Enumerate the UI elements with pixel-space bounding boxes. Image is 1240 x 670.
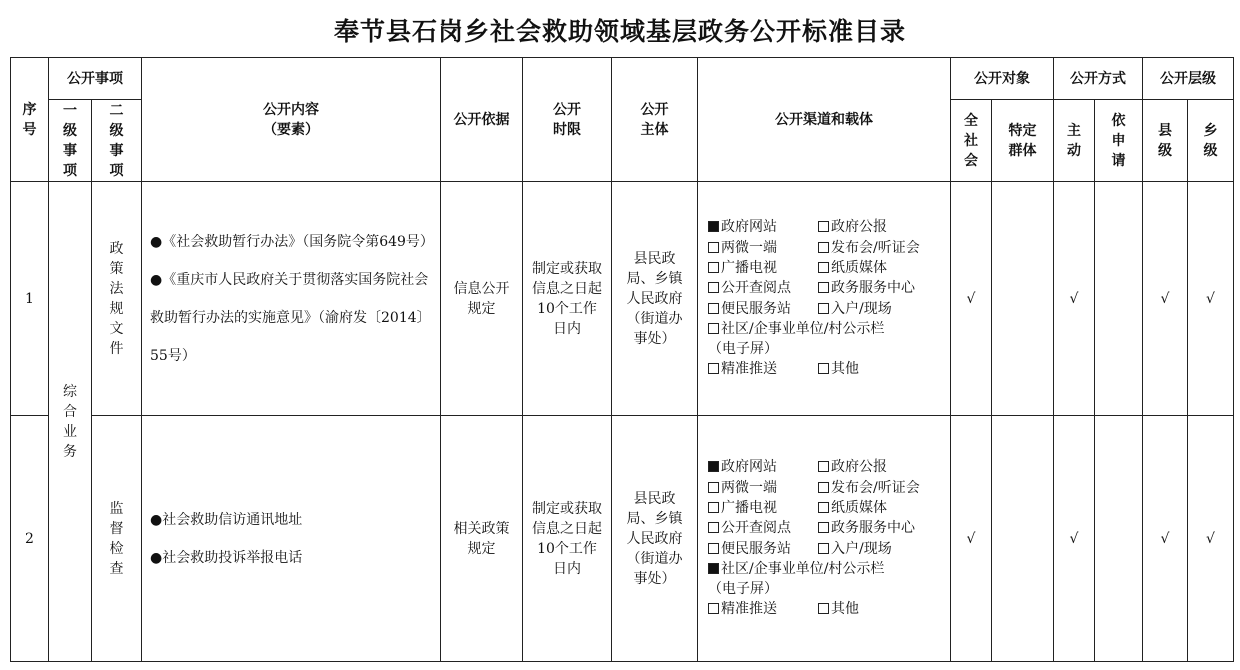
checkbox-icon <box>708 262 719 273</box>
checkbox-icon <box>708 363 719 374</box>
checkbox-icon <box>708 502 719 513</box>
checkbox-icon <box>708 303 719 314</box>
header-content: 公开内容 （要素） <box>142 58 441 182</box>
content-item: ●《社会救助暂行办法》（国务院令第649号） <box>150 233 434 250</box>
row-seq: 2 <box>11 416 49 662</box>
row-level-town: √ <box>1188 416 1234 662</box>
checkbox-icon <box>708 522 719 533</box>
checkbox-icon <box>708 242 719 253</box>
header-row-1 <box>11 58 1234 100</box>
row-target-all: √ <box>951 182 992 416</box>
row-method-active: √ <box>1054 416 1095 662</box>
checkbox-icon <box>708 282 719 293</box>
page-title: 奉节县石岗乡社会救助领域基层政务公开标准目录 <box>333 17 906 46</box>
row-method-apply <box>1095 416 1143 662</box>
row-target-specific <box>992 416 1054 662</box>
header-channels: 公开渠道和载体 <box>698 58 951 182</box>
checkbox-icon <box>818 363 829 374</box>
header-target-all: 全社会 <box>951 100 992 182</box>
row-level-county: √ <box>1143 182 1188 416</box>
row-method-active: √ <box>1054 182 1095 416</box>
row-time-limit: 制定或获取信息之日起10个工作日内 <box>523 416 612 662</box>
checkbox-icon <box>818 543 829 554</box>
checkbox-icon <box>818 502 829 513</box>
header-level: 公开层级 <box>1143 58 1234 100</box>
row-target-specific <box>992 182 1054 416</box>
row-subject: 县民政局、乡镇人民政府（街道办事处） <box>612 416 698 662</box>
checkbox-checked-icon <box>708 221 719 232</box>
checkbox-icon <box>708 543 719 554</box>
checkbox-icon <box>818 303 829 314</box>
row-channels: 政府网站 政府公报 两微一端 发布会/听证会 广播电视 纸质媒体 公开查阅点 政务服务中心 便民服务站 入户/现场 社区/企事业单位/村公示栏 （电子屏） 精准推送 其他 <box>698 182 951 416</box>
header-method-apply: 依申请 <box>1095 100 1143 182</box>
checkbox-icon <box>818 221 829 232</box>
row-subject: 县民政局、乡镇人民政府（街道办事处） <box>612 182 698 416</box>
header-level1: 一级事项 <box>49 100 92 182</box>
row-level-county: √ <box>1143 416 1188 662</box>
header-target-specific: 特定群体 <box>992 100 1054 182</box>
row-content <box>142 416 441 662</box>
header-level-town: 乡级 <box>1188 100 1234 182</box>
content-item: ●《重庆市人民政府关于贯彻落实国务院社会救助暂行办法的实施意见》（渝府发〔2014〕55号） <box>150 271 431 364</box>
header-subject: 公开主体 <box>612 58 698 182</box>
checkbox-icon <box>818 461 829 472</box>
checkbox-icon <box>818 282 829 293</box>
row-basis: 信息公开规定 <box>441 182 523 416</box>
checkbox-icon <box>708 603 719 614</box>
catalog-table <box>10 57 1234 662</box>
checkbox-icon <box>818 482 829 493</box>
row-seq: 1 <box>11 182 49 416</box>
row-time-limit: 制定或获取信息之日起10个工作日内 <box>523 182 612 416</box>
row-content <box>142 182 441 416</box>
header-seq: 序号 <box>11 58 49 182</box>
row-target-all: √ <box>951 416 992 662</box>
checkbox-icon <box>818 603 829 614</box>
row-channels: 政府网站 政府公报 两微一端 发布会/听证会 广播电视 纸质媒体 公开查阅点 政务服务中心 便民服务站 入户/现场 社区/企事业单位/村公示栏 （电子屏） 精准推送 其他 <box>698 416 951 662</box>
checkbox-icon <box>708 482 719 493</box>
table-row <box>11 416 1234 662</box>
checkbox-icon <box>818 242 829 253</box>
checkbox-icon <box>708 323 719 334</box>
header-target: 公开对象 <box>951 58 1054 100</box>
checkbox-icon <box>818 522 829 533</box>
header-method: 公开方式 <box>1054 58 1143 100</box>
checkbox-checked-icon <box>708 563 719 574</box>
table-row <box>11 182 1234 416</box>
row-level-town: √ <box>1188 182 1234 416</box>
checkbox-checked-icon <box>708 461 719 472</box>
row-basis: 相关政策规定 <box>441 416 523 662</box>
header-time-limit: 公开时限 <box>523 58 612 182</box>
row-level1: 综合业务 <box>49 182 92 662</box>
header-method-active: 主动 <box>1054 100 1095 182</box>
header-matter: 公开事项 <box>49 58 142 100</box>
row-level2: 监督检查 <box>92 416 142 662</box>
content-item: ●社会救助投诉举报电话 <box>150 549 303 566</box>
header-level-county: 县级 <box>1143 100 1188 182</box>
row-level2: 政策法规文件 <box>92 182 142 416</box>
row-method-apply <box>1095 182 1143 416</box>
header-basis: 公开依据 <box>441 58 523 182</box>
checkbox-icon <box>818 262 829 273</box>
content-item: ●社会救助信访通讯地址 <box>150 511 303 528</box>
header-level2: 二级事项 <box>92 100 142 182</box>
